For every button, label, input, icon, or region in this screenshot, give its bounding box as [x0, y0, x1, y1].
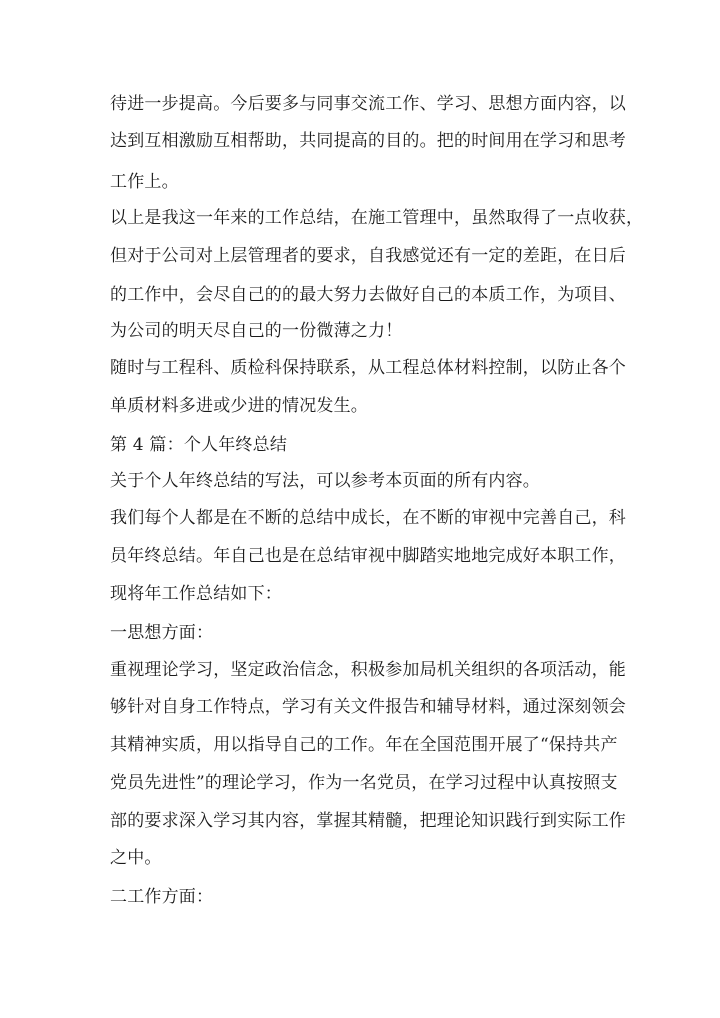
- text-line: 但对于公司对上层管理者的要求，自我感觉还有一定的差距，在日后: [110, 246, 626, 266]
- text-line: 重视理论学习，坚定政治信念，积极参加局机关组织的各项活动，能: [110, 660, 626, 680]
- text-line: 党员先进性”的理论学习，作为一名党员，在学习过程中认真按照支: [110, 773, 618, 793]
- text-line: 工作上。: [110, 172, 179, 192]
- text-line: 部的要求深入学习其内容，掌握其精髓，把理论知识践行到实际工作: [110, 811, 626, 831]
- subsection-heading: 二工作方面：: [110, 887, 214, 907]
- text-line: 为公司的明天尽自己的一份微薄之力！: [110, 321, 403, 341]
- text-line: 其精神实质，用以指导自己的工作。年在全国范围开展了“保持共产: [110, 735, 618, 755]
- text-line: 以上是我这一年来的工作总结，在施工管理中，虽然取得了一点收获，: [110, 208, 644, 228]
- text-line: 的工作中，会尽自己的的最大努力去做好自己的本质工作，为项目、: [110, 285, 626, 305]
- text-line: 关于个人年终总结的写法，可以参考本页面的所有内容。: [110, 471, 540, 491]
- text-line: 单质材料多进或少进的情况发生。: [110, 396, 368, 416]
- text-line: 达到互相激励互相帮助，共同提高的目的。把的时间用在学习和思考: [110, 131, 626, 151]
- text-line: 够针对自身工作特点，学习有关文件报告和辅导材料，通过深刻领会: [110, 697, 626, 717]
- text-line: 待进一步提高。今后要多与同事交流工作、学习、思想方面内容，以: [110, 94, 626, 114]
- text-line: 现将年工作总结如下：: [110, 584, 282, 604]
- text-line: 我们每个人都是在不断的总结中成长，在不断的审视中完善自己，科: [110, 508, 626, 528]
- subsection-heading: 一思想方面：: [110, 623, 214, 643]
- text-line: 随时与工程科、质检科保持联系，从工程总体材料控制，以防止各个: [110, 358, 626, 378]
- text-line: 员年终总结。年自己也是在总结审视中脚踏实地地完成好本职工作，: [110, 546, 626, 566]
- section-heading: 第 4 篇：个人年终总结: [110, 435, 288, 455]
- text-line: 之中。: [110, 848, 162, 868]
